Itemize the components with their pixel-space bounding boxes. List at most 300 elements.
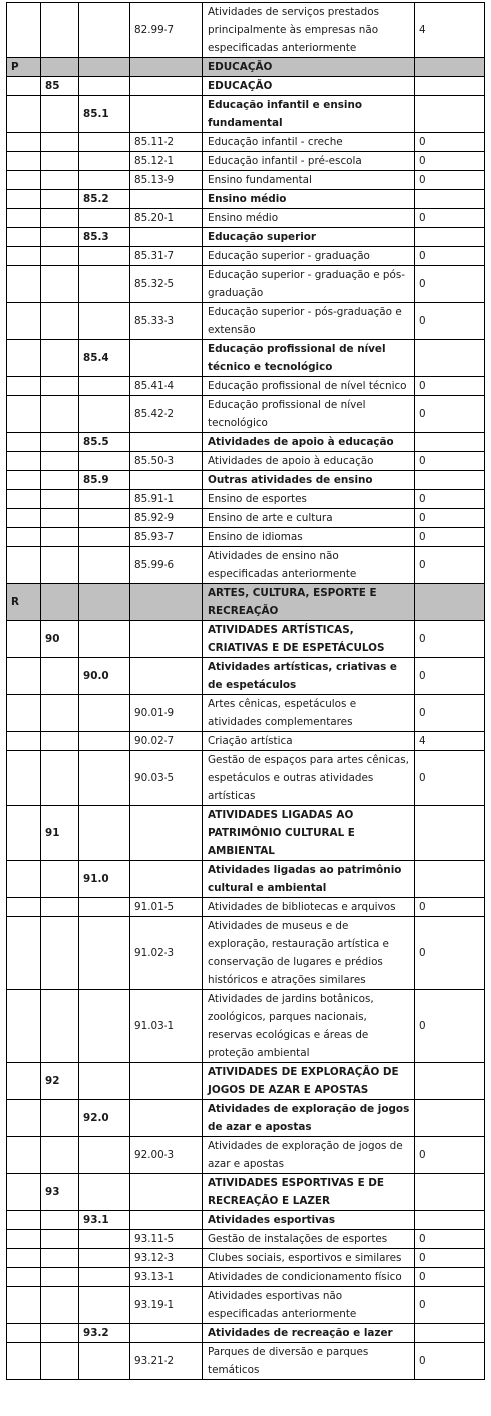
table-row-subclasse bbox=[7, 751, 485, 806]
subclasse-code-cell: 91.03-1 bbox=[130, 990, 203, 1063]
subclasse-code-cell: 90.02-7 bbox=[130, 732, 203, 751]
grupo-cell bbox=[79, 171, 130, 190]
value-cell bbox=[415, 1174, 485, 1211]
subclasse-code-cell: 85.33-3 bbox=[130, 303, 203, 340]
divisao-cell bbox=[41, 190, 79, 209]
grupo-cell bbox=[79, 266, 130, 303]
grupo-cell bbox=[79, 209, 130, 228]
grupo-cell bbox=[79, 58, 130, 77]
divisao-cell bbox=[41, 917, 79, 990]
table-row-subclasse bbox=[7, 990, 485, 1063]
table-row-secao bbox=[7, 584, 485, 621]
grupo-cell bbox=[79, 1174, 130, 1211]
value-cell: 0 bbox=[415, 152, 485, 171]
divisao-cell: 93 bbox=[41, 1174, 79, 1211]
secao-cell bbox=[7, 490, 41, 509]
table-row-grupo bbox=[7, 1211, 485, 1230]
secao-cell bbox=[7, 1174, 41, 1211]
subclasse-code-cell bbox=[130, 77, 203, 96]
divisao-cell bbox=[41, 266, 79, 303]
value-cell bbox=[415, 228, 485, 247]
value-cell: 0 bbox=[415, 509, 485, 528]
grupo-cell bbox=[79, 396, 130, 433]
subclasse-code-cell bbox=[130, 433, 203, 452]
description-cell: Atividades de apoio à educação bbox=[203, 433, 415, 452]
secao-cell bbox=[7, 898, 41, 917]
value-cell: 4 bbox=[415, 3, 485, 58]
grupo-cell bbox=[79, 1063, 130, 1100]
value-cell: 0 bbox=[415, 490, 485, 509]
secao-cell bbox=[7, 1230, 41, 1249]
table-row-subclasse bbox=[7, 732, 485, 751]
description-cell: Educação infantil - pré-escola bbox=[203, 152, 415, 171]
subclasse-code-cell bbox=[130, 584, 203, 621]
grupo-cell bbox=[79, 547, 130, 584]
table-row-subclasse bbox=[7, 547, 485, 584]
secao-cell bbox=[7, 751, 41, 806]
subclasse-code-cell: 93.13-1 bbox=[130, 1268, 203, 1287]
description-cell: Atividades de recreação e lazer bbox=[203, 1324, 415, 1343]
divisao-cell bbox=[41, 152, 79, 171]
divisao-cell bbox=[41, 658, 79, 695]
grupo-cell bbox=[79, 377, 130, 396]
subclasse-code-cell bbox=[130, 1063, 203, 1100]
grupo-cell bbox=[79, 990, 130, 1063]
table-row-subclasse bbox=[7, 1137, 485, 1174]
description-cell: Educação profissional de nível técnico bbox=[203, 377, 415, 396]
secao-cell bbox=[7, 806, 41, 861]
description-cell: Atividades de jardins botânicos, zoológicos, parques nacionais, reservas ecológicas e áreas de proteção ambiental bbox=[203, 990, 415, 1063]
description-cell: Atividades esportivas bbox=[203, 1211, 415, 1230]
description-cell: Atividades de exploração de jogos de azar e apostas bbox=[203, 1137, 415, 1174]
description-cell: ATIVIDADES ARTÍSTICAS, CRIATIVAS E DE ESPETÁCULOS bbox=[203, 621, 415, 658]
secao-cell bbox=[7, 1100, 41, 1137]
value-cell: 0 bbox=[415, 452, 485, 471]
secao-cell bbox=[7, 452, 41, 471]
table-row-subclasse bbox=[7, 1230, 485, 1249]
table-row-grupo bbox=[7, 1324, 485, 1343]
secao-cell bbox=[7, 433, 41, 452]
secao-cell bbox=[7, 190, 41, 209]
description-cell: Atividades ligadas ao patrimônio cultural e ambiental bbox=[203, 861, 415, 898]
description-cell: Ensino de idiomas bbox=[203, 528, 415, 547]
description-cell: Criação artística bbox=[203, 732, 415, 751]
grupo-cell bbox=[79, 152, 130, 171]
subclasse-code-cell: 93.12-3 bbox=[130, 1249, 203, 1268]
value-cell bbox=[415, 190, 485, 209]
grupo-cell bbox=[79, 584, 130, 621]
secao-cell bbox=[7, 1324, 41, 1343]
grupo-cell: 85.3 bbox=[79, 228, 130, 247]
subclasse-code-cell bbox=[130, 806, 203, 861]
subclasse-code-cell: 85.31-7 bbox=[130, 247, 203, 266]
subclasse-code-cell bbox=[130, 1324, 203, 1343]
divisao-cell bbox=[41, 732, 79, 751]
divisao-cell bbox=[41, 1287, 79, 1324]
divisao-cell bbox=[41, 528, 79, 547]
value-cell bbox=[415, 1211, 485, 1230]
value-cell: 0 bbox=[415, 990, 485, 1063]
table-row-subclasse bbox=[7, 1268, 485, 1287]
description-cell: ATIVIDADES LIGADAS AO PATRIMÔNIO CULTURAL E AMBIENTAL bbox=[203, 806, 415, 861]
divisao-cell bbox=[41, 209, 79, 228]
table-row-subclasse bbox=[7, 247, 485, 266]
description-cell: Atividades de apoio à educação bbox=[203, 452, 415, 471]
divisao-cell bbox=[41, 1249, 79, 1268]
description-cell: Atividades de serviços prestados principalmente às empresas não especificadas anteriormente bbox=[203, 3, 415, 58]
divisao-cell bbox=[41, 695, 79, 732]
divisao-cell: 91 bbox=[41, 806, 79, 861]
grupo-cell bbox=[79, 751, 130, 806]
description-cell: Educação profissional de nível técnico e tecnológico bbox=[203, 340, 415, 377]
secao-cell bbox=[7, 1249, 41, 1268]
description-cell: Ensino de arte e cultura bbox=[203, 509, 415, 528]
subclasse-code-cell: 91.01-5 bbox=[130, 898, 203, 917]
subclasse-code-cell: 82.99-7 bbox=[130, 3, 203, 58]
value-cell bbox=[415, 340, 485, 377]
table-row-subclasse bbox=[7, 171, 485, 190]
grupo-cell: 90.0 bbox=[79, 658, 130, 695]
secao-cell bbox=[7, 1343, 41, 1380]
divisao-cell bbox=[41, 1100, 79, 1137]
value-cell: 0 bbox=[415, 1268, 485, 1287]
description-cell: Educação infantil e ensino fundamental bbox=[203, 96, 415, 133]
grupo-cell: 93.1 bbox=[79, 1211, 130, 1230]
subclasse-code-cell: 85.92-9 bbox=[130, 509, 203, 528]
grupo-cell bbox=[79, 1249, 130, 1268]
description-cell: Ensino fundamental bbox=[203, 171, 415, 190]
subclasse-code-cell bbox=[130, 1211, 203, 1230]
secao-cell bbox=[7, 396, 41, 433]
subclasse-code-cell: 93.19-1 bbox=[130, 1287, 203, 1324]
table-row-grupo bbox=[7, 658, 485, 695]
grupo-cell bbox=[79, 528, 130, 547]
description-cell: Atividades de bibliotecas e arquivos bbox=[203, 898, 415, 917]
description-cell: Atividades de ensino não especificadas anteriormente bbox=[203, 547, 415, 584]
secao-cell bbox=[7, 303, 41, 340]
description-cell: ARTES, CULTURA, ESPORTE E RECREAÇÃO bbox=[203, 584, 415, 621]
description-cell: Atividades de condicionamento físico bbox=[203, 1268, 415, 1287]
divisao-cell bbox=[41, 96, 79, 133]
secao-cell bbox=[7, 133, 41, 152]
divisao-cell bbox=[41, 171, 79, 190]
subclasse-code-cell: 85.50-3 bbox=[130, 452, 203, 471]
grupo-cell: 85.4 bbox=[79, 340, 130, 377]
value-cell bbox=[415, 806, 485, 861]
subclasse-code-cell: 85.41-4 bbox=[130, 377, 203, 396]
secao-cell bbox=[7, 247, 41, 266]
divisao-cell bbox=[41, 58, 79, 77]
value-cell: 0 bbox=[415, 171, 485, 190]
description-cell: Ensino médio bbox=[203, 190, 415, 209]
secao-cell bbox=[7, 861, 41, 898]
value-cell bbox=[415, 1100, 485, 1137]
secao-cell bbox=[7, 377, 41, 396]
secao-cell bbox=[7, 228, 41, 247]
subclasse-code-cell: 90.01-9 bbox=[130, 695, 203, 732]
subclasse-code-cell bbox=[130, 340, 203, 377]
divisao-cell bbox=[41, 133, 79, 152]
description-cell: Clubes sociais, esportivos e similares bbox=[203, 1249, 415, 1268]
divisao-cell bbox=[41, 1324, 79, 1343]
value-cell: 0 bbox=[415, 1287, 485, 1324]
grupo-cell bbox=[79, 77, 130, 96]
table-row-subclasse bbox=[7, 133, 485, 152]
table-row-subclasse bbox=[7, 1287, 485, 1324]
description-cell: ATIVIDADES ESPORTIVAS E DE RECREAÇÃO E LAZER bbox=[203, 1174, 415, 1211]
secao-cell bbox=[7, 266, 41, 303]
description-cell: Ensino médio bbox=[203, 209, 415, 228]
table-row-grupo bbox=[7, 96, 485, 133]
description-cell: Ensino de esportes bbox=[203, 490, 415, 509]
grupo-cell bbox=[79, 806, 130, 861]
grupo-cell bbox=[79, 695, 130, 732]
value-cell: 0 bbox=[415, 528, 485, 547]
secao-cell: R bbox=[7, 584, 41, 621]
divisao-cell bbox=[41, 452, 79, 471]
secao-cell bbox=[7, 917, 41, 990]
subclasse-code-cell: 85.32-5 bbox=[130, 266, 203, 303]
table-row-secao bbox=[7, 58, 485, 77]
table-row-divisao bbox=[7, 1174, 485, 1211]
divisao-cell: 92 bbox=[41, 1063, 79, 1100]
description-cell: Parques de diversão e parques temáticos bbox=[203, 1343, 415, 1380]
secao-cell bbox=[7, 1268, 41, 1287]
description-cell: ATIVIDADES DE EXPLORAÇÃO DE JOGOS DE AZAR E APOSTAS bbox=[203, 1063, 415, 1100]
value-cell: 0 bbox=[415, 547, 485, 584]
table-row-divisao bbox=[7, 77, 485, 96]
value-cell bbox=[415, 58, 485, 77]
value-cell: 0 bbox=[415, 1230, 485, 1249]
value-cell: 0 bbox=[415, 303, 485, 340]
value-cell: 4 bbox=[415, 732, 485, 751]
value-cell: 0 bbox=[415, 695, 485, 732]
divisao-cell bbox=[41, 990, 79, 1063]
secao-cell bbox=[7, 1063, 41, 1100]
value-cell: 0 bbox=[415, 377, 485, 396]
description-cell: Artes cênicas, espetáculos e atividades complementares bbox=[203, 695, 415, 732]
value-cell bbox=[415, 1324, 485, 1343]
secao-cell bbox=[7, 990, 41, 1063]
table-row-divisao bbox=[7, 806, 485, 861]
value-cell: 0 bbox=[415, 266, 485, 303]
subclasse-code-cell: 90.03-5 bbox=[130, 751, 203, 806]
value-cell: 0 bbox=[415, 621, 485, 658]
divisao-cell bbox=[41, 396, 79, 433]
description-cell: Gestão de instalações de esportes bbox=[203, 1230, 415, 1249]
subclasse-code-cell: 85.20-1 bbox=[130, 209, 203, 228]
value-cell: 0 bbox=[415, 751, 485, 806]
divisao-cell: 85 bbox=[41, 77, 79, 96]
subclasse-code-cell bbox=[130, 228, 203, 247]
secao-cell bbox=[7, 340, 41, 377]
cnae-table-body bbox=[7, 3, 485, 1380]
table-row-subclasse bbox=[7, 152, 485, 171]
secao-cell bbox=[7, 547, 41, 584]
subclasse-code-cell bbox=[130, 96, 203, 133]
grupo-cell bbox=[79, 3, 130, 58]
table-row-subclasse bbox=[7, 266, 485, 303]
divisao-cell bbox=[41, 303, 79, 340]
table-row-subclasse bbox=[7, 1249, 485, 1268]
secao-cell bbox=[7, 152, 41, 171]
value-cell bbox=[415, 96, 485, 133]
grupo-cell: 91.0 bbox=[79, 861, 130, 898]
subclasse-code-cell bbox=[130, 658, 203, 695]
table-row-subclasse bbox=[7, 396, 485, 433]
secao-cell bbox=[7, 695, 41, 732]
secao-cell bbox=[7, 528, 41, 547]
table-row-subclasse bbox=[7, 490, 485, 509]
description-cell: Educação superior - graduação e pós-graduação bbox=[203, 266, 415, 303]
subclasse-code-cell bbox=[130, 190, 203, 209]
table-row-divisao bbox=[7, 621, 485, 658]
table-row-divisao bbox=[7, 1063, 485, 1100]
divisao-cell bbox=[41, 1268, 79, 1287]
secao-cell bbox=[7, 471, 41, 490]
subclasse-code-cell bbox=[130, 471, 203, 490]
table-row-subclasse bbox=[7, 303, 485, 340]
value-cell: 0 bbox=[415, 1343, 485, 1380]
grupo-cell bbox=[79, 509, 130, 528]
table-row-grupo bbox=[7, 340, 485, 377]
subclasse-code-cell: 92.00-3 bbox=[130, 1137, 203, 1174]
divisao-cell bbox=[41, 584, 79, 621]
table-row-subclasse bbox=[7, 452, 485, 471]
subclasse-code-cell bbox=[130, 1100, 203, 1137]
subclasse-code-cell: 85.99-6 bbox=[130, 547, 203, 584]
table-row-subclasse bbox=[7, 509, 485, 528]
grupo-cell bbox=[79, 247, 130, 266]
subclasse-code-cell: 85.93-7 bbox=[130, 528, 203, 547]
grupo-cell bbox=[79, 1287, 130, 1324]
grupo-cell bbox=[79, 621, 130, 658]
grupo-cell bbox=[79, 917, 130, 990]
value-cell bbox=[415, 433, 485, 452]
description-cell: Educação superior - graduação bbox=[203, 247, 415, 266]
table-row-subclasse bbox=[7, 917, 485, 990]
grupo-cell: 92.0 bbox=[79, 1100, 130, 1137]
description-cell: Educação superior - pós-graduação e extensão bbox=[203, 303, 415, 340]
subclasse-code-cell: 93.21-2 bbox=[130, 1343, 203, 1380]
table-row-subclasse bbox=[7, 3, 485, 58]
table-row-subclasse bbox=[7, 695, 485, 732]
table-row-grupo bbox=[7, 471, 485, 490]
secao-cell bbox=[7, 1211, 41, 1230]
subclasse-code-cell: 85.91-1 bbox=[130, 490, 203, 509]
subclasse-code-cell: 85.11-2 bbox=[130, 133, 203, 152]
secao-cell: P bbox=[7, 58, 41, 77]
divisao-cell bbox=[41, 228, 79, 247]
secao-cell bbox=[7, 209, 41, 228]
grupo-cell bbox=[79, 1343, 130, 1380]
value-cell: 0 bbox=[415, 247, 485, 266]
description-cell: Outras atividades de ensino bbox=[203, 471, 415, 490]
subclasse-code-cell bbox=[130, 1174, 203, 1211]
value-cell: 0 bbox=[415, 396, 485, 433]
divisao-cell bbox=[41, 340, 79, 377]
table-row-subclasse bbox=[7, 1343, 485, 1380]
grupo-cell bbox=[79, 490, 130, 509]
divisao-cell bbox=[41, 433, 79, 452]
grupo-cell bbox=[79, 452, 130, 471]
description-cell: Atividades de exploração de jogos de azar e apostas bbox=[203, 1100, 415, 1137]
value-cell bbox=[415, 77, 485, 96]
grupo-cell: 85.5 bbox=[79, 433, 130, 452]
description-cell: Atividades artísticas, criativas e de espetáculos bbox=[203, 658, 415, 695]
grupo-cell bbox=[79, 133, 130, 152]
description-cell: EDUCAÇÃO bbox=[203, 58, 415, 77]
value-cell bbox=[415, 584, 485, 621]
grupo-cell bbox=[79, 1137, 130, 1174]
value-cell bbox=[415, 861, 485, 898]
subclasse-code-cell bbox=[130, 861, 203, 898]
secao-cell bbox=[7, 732, 41, 751]
divisao-cell bbox=[41, 1211, 79, 1230]
secao-cell bbox=[7, 621, 41, 658]
secao-cell bbox=[7, 3, 41, 58]
value-cell: 0 bbox=[415, 133, 485, 152]
secao-cell bbox=[7, 509, 41, 528]
table-row-grupo bbox=[7, 190, 485, 209]
divisao-cell bbox=[41, 471, 79, 490]
table-row-subclasse bbox=[7, 209, 485, 228]
value-cell: 0 bbox=[415, 917, 485, 990]
grupo-cell: 85.2 bbox=[79, 190, 130, 209]
description-cell: Atividades esportivas não especificadas anteriormente bbox=[203, 1287, 415, 1324]
value-cell: 0 bbox=[415, 898, 485, 917]
table-row-subclasse bbox=[7, 528, 485, 547]
grupo-cell bbox=[79, 898, 130, 917]
secao-cell bbox=[7, 96, 41, 133]
value-cell: 0 bbox=[415, 658, 485, 695]
table-row-grupo bbox=[7, 861, 485, 898]
table-row-subclasse bbox=[7, 377, 485, 396]
grupo-cell: 85.1 bbox=[79, 96, 130, 133]
value-cell: 0 bbox=[415, 209, 485, 228]
value-cell bbox=[415, 1063, 485, 1100]
divisao-cell bbox=[41, 1137, 79, 1174]
grupo-cell bbox=[79, 303, 130, 340]
divisao-cell bbox=[41, 1230, 79, 1249]
subclasse-code-cell bbox=[130, 58, 203, 77]
value-cell bbox=[415, 471, 485, 490]
secao-cell bbox=[7, 658, 41, 695]
secao-cell bbox=[7, 171, 41, 190]
divisao-cell: 90 bbox=[41, 621, 79, 658]
table-row-grupo bbox=[7, 1100, 485, 1137]
description-cell: EDUCAÇÃO bbox=[203, 77, 415, 96]
grupo-cell: 93.2 bbox=[79, 1324, 130, 1343]
table-row-subclasse bbox=[7, 898, 485, 917]
divisao-cell bbox=[41, 861, 79, 898]
grupo-cell: 85.9 bbox=[79, 471, 130, 490]
description-cell: Educação infantil - creche bbox=[203, 133, 415, 152]
subclasse-code-cell: 85.12-1 bbox=[130, 152, 203, 171]
divisao-cell bbox=[41, 547, 79, 584]
secao-cell bbox=[7, 1137, 41, 1174]
subclasse-code-cell: 93.11-5 bbox=[130, 1230, 203, 1249]
subclasse-code-cell: 91.02-3 bbox=[130, 917, 203, 990]
description-cell: Gestão de espaços para artes cênicas, espetáculos e outras atividades artísticas bbox=[203, 751, 415, 806]
description-cell: Atividades de museus e de exploração, restauração artística e conservação de lugares e prédios históricos e atrações similares bbox=[203, 917, 415, 990]
secao-cell bbox=[7, 77, 41, 96]
divisao-cell bbox=[41, 509, 79, 528]
subclasse-code-cell bbox=[130, 621, 203, 658]
divisao-cell bbox=[41, 751, 79, 806]
value-cell: 0 bbox=[415, 1137, 485, 1174]
cnae-table bbox=[6, 2, 485, 1380]
